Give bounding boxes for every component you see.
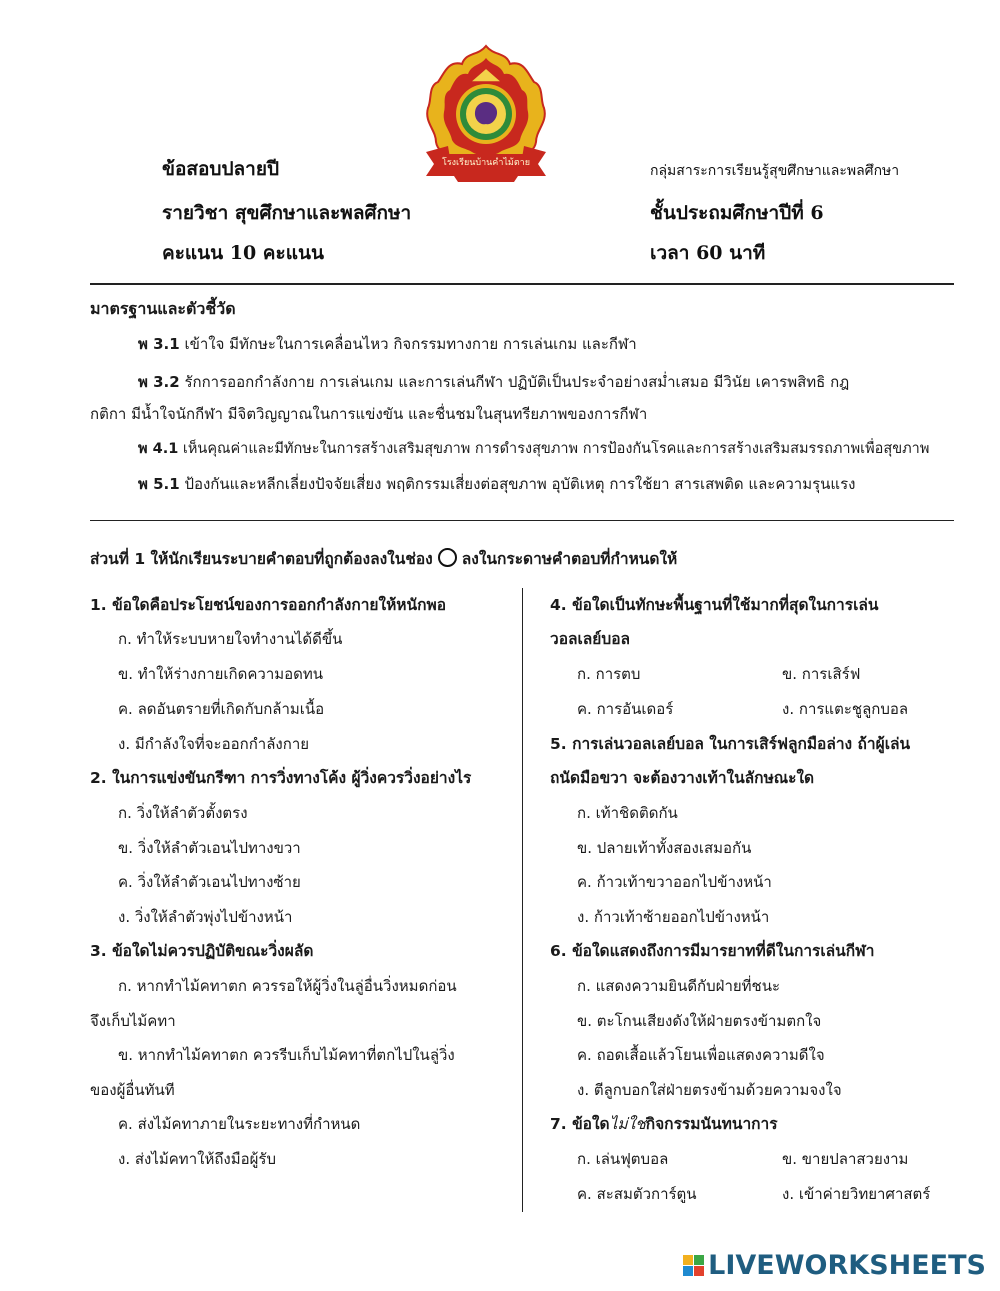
question-7 <box>550 1114 778 1134</box>
standard-text: เข้าใจ มีทักษะในการเคลื่อนไหว กิจกรรมทางกาย การเล่นเกม และกีฬา <box>179 335 637 353</box>
option[interactable]: ข. ทำให้ร่างกายเกิดความอดทน <box>118 665 324 683</box>
standard-item-continued <box>90 404 647 424</box>
time-line: เวลา 60 นาที <box>650 242 766 264</box>
option[interactable]: ค. สะสมตัวการ์ตูน <box>577 1185 697 1203</box>
option[interactable]: ค. การอันเดอร์ <box>577 700 674 718</box>
question-5: 5. การเล่นวอลเลย์บอล ในการเสิร์ฟลูกมือล่าง ถ้าผู้เล่น <box>550 735 911 753</box>
header-divider <box>90 283 954 285</box>
subject-line: รายวิชา สุขศึกษาและพลศึกษา <box>162 202 412 224</box>
question-4: 4. ข้อใดเป็นทักษะพื้นฐานที่ใช้มากที่สุดในการเล่น <box>550 596 879 614</box>
brand-name: LIVEWORKSHEETS <box>708 1250 986 1281</box>
standard-text: รักการออกกำลังกาย การเล่นเกม และการเล่นกีฬา ปฏิบัติเป็นประจำอย่างสม่ำเสมอ มีวินัย เคารพสิทธิ กฎ <box>179 373 850 391</box>
learning-area: กลุ่มสาระการเรียนรู้สุขศึกษาและพลศึกษา <box>650 163 900 179</box>
question-2: 2. ในการแข่งขันกรีฑา การวิ่งทางโค้ง ผู้วิ่งควรวิ่งอย่างไร <box>90 769 472 787</box>
option[interactable]: ข. การเสิร์ฟ <box>782 665 861 683</box>
option[interactable]: ง. มีกำลังใจที่จะออกกำลังกาย <box>118 735 310 753</box>
option[interactable]: ก. เล่นฟุตบอล <box>577 1150 669 1168</box>
standard-code: พ 3.2 <box>138 373 180 391</box>
option[interactable]: ง. ก้าวเท้าซ้ายออกไปข้างหน้า <box>577 908 770 926</box>
question-7-suffix: กิจกรรมนันทนาการ <box>645 1115 778 1133</box>
standards-heading: มาตรฐานและตัวชี้วัด <box>90 299 236 318</box>
standard-code: พ 4.1 <box>138 441 179 457</box>
option[interactable]: ง. ส่งไม้คทาให้ถึงมือผู้รับ <box>118 1150 276 1168</box>
instruction-before: ส่วนที่ 1 ให้นักเรียนระบายคำตอบที่ถูกต้องลงในช่อง <box>90 550 433 568</box>
question-6: 6. ข้อใดแสดงถึงการมีมารยาทที่ดีในการเล่นกีฬา <box>550 942 875 960</box>
answer-circle-icon <box>438 548 457 567</box>
option[interactable]: ข. วิ่งให้ลำตัวเอนไปทางขวา <box>118 839 301 857</box>
standard-text: ป้องกันและหลีกเลี่ยงปัจจัยเสี่ยง พฤติกรรมเสี่ยงต่อสุขภาพ อุบัติเหตุ การใช้ยา สารเสพติด และความรุนแรง <box>179 475 856 493</box>
question-5-continued: ถนัดมือขวา จะต้องวางเท้าในลักษณะใด <box>550 769 815 787</box>
question-4-continued: วอลเลย์บอล <box>550 630 631 648</box>
option[interactable]: ค. ลดอันตรายที่เกิดกับกล้ามเนื้อ <box>118 700 325 718</box>
standard-item <box>138 372 849 392</box>
question-1: 1. ข้อใดคือประโยชน์ของการออกกำลังกายให้หนักพอ <box>90 596 447 614</box>
option[interactable]: ก. เท้าชิดติดกัน <box>577 804 678 822</box>
option[interactable]: ค. ก้าวเท้าขวาออกไปข้างหน้า <box>577 873 772 891</box>
standards-divider <box>90 520 954 521</box>
option[interactable]: ก. ทำให้ระบบหายใจทำงานได้ดีขึ้น <box>118 630 343 648</box>
question-3: 3. ข้อใดไม่ควรปฏิบัติขณะวิ่งผลัด <box>90 942 314 960</box>
standard-text: เห็นคุณค่าและมีทักษะในการสร้างเสริมสุขภาพ การดำรงสุขภาพ การป้องกันโรคและการสร้างเสริมสมรรถภาพเพื่อสุขภาพ <box>178 441 930 457</box>
option[interactable]: ก. หากทำไม้คทาตก ควรรอให้ผู้วิ่งในลู่อื่นวิ่งหมดก่อน <box>118 977 457 995</box>
option[interactable]: ค. วิ่งให้ลำตัวเอนไปทางซ้าย <box>118 873 301 891</box>
option[interactable]: ง. ตีลูกบอกใส่ฝ่ายตรงข้ามด้วยความจงใจ <box>577 1081 842 1099</box>
question-7-prefix: 7. ข้อใด <box>550 1115 610 1133</box>
option[interactable]: ข. ปลายเท้าทั้งสองเสมอกัน <box>577 839 752 857</box>
option[interactable]: ก. การตบ <box>577 665 641 683</box>
live-badge-icon <box>683 1255 704 1276</box>
option[interactable]: ข. ขายปลาสวยงาม <box>782 1150 909 1168</box>
instruction <box>90 548 677 569</box>
instruction-after: ลงในกระดาษคำตอบที่กำหนดให้ <box>461 550 678 568</box>
grade-line: ชั้นประถมศึกษาปีที่ 6 <box>650 202 824 224</box>
option[interactable]: ง. การแตะชูลูกบอล <box>782 700 909 718</box>
standard-code: พ 5.1 <box>138 475 180 493</box>
column-divider <box>522 588 523 1212</box>
standard-text: กติกา มีน้ำใจนักกีฬา มีจิตวิญญาณในการแข่งขัน และชื่นชมในสุนทรียภาพของการกีฬา <box>90 405 648 423</box>
option[interactable]: ก. แสดงความยินดีกับฝ่ายที่ชนะ <box>577 977 781 995</box>
option[interactable]: ค. ถอดเสื้อแล้วโยนเพื่อแสดงความดีใจ <box>577 1046 825 1064</box>
option[interactable]: ง. วิ่งให้ลำตัวพุ่งไปข้างหน้า <box>118 908 293 926</box>
standard-item <box>138 334 637 354</box>
emblem-ribbon-text: โรงเรียนบ้านคำไม้ตาย <box>441 158 531 168</box>
option[interactable]: ค. ส่งไม้คทาภายในระยะทางที่กำหนด <box>118 1115 361 1133</box>
standard-code: พ 3.1 <box>138 335 180 353</box>
liveworksheets-logo[interactable] <box>683 1250 986 1281</box>
standard-item <box>138 474 855 494</box>
option[interactable]: ก. วิ่งให้ลำตัวตั้งตรง <box>118 804 248 822</box>
option-continued: ของผู้อื่นทันที <box>90 1081 175 1099</box>
score-line: คะแนน 10 คะแนน <box>162 242 324 264</box>
question-7-emphasis: ไม่ใช่ <box>609 1115 646 1133</box>
option[interactable]: ง. เข้าค่ายวิทยาศาสตร์ <box>782 1185 931 1203</box>
school-emblem <box>418 42 554 182</box>
option[interactable]: ข. ตะโกนเสียงดังให้ฝ่ายตรงข้ามตกใจ <box>577 1012 822 1030</box>
exam-title: ข้อสอบปลายปี <box>162 158 280 180</box>
standard-item <box>138 439 929 459</box>
option-continued: จึงเก็บไม้คทา <box>90 1012 176 1030</box>
option[interactable]: ข. หากทำไม้คทาตก ควรรีบเก็บไม้คทาที่ตกไปในลู่วิ่ง <box>118 1046 455 1064</box>
